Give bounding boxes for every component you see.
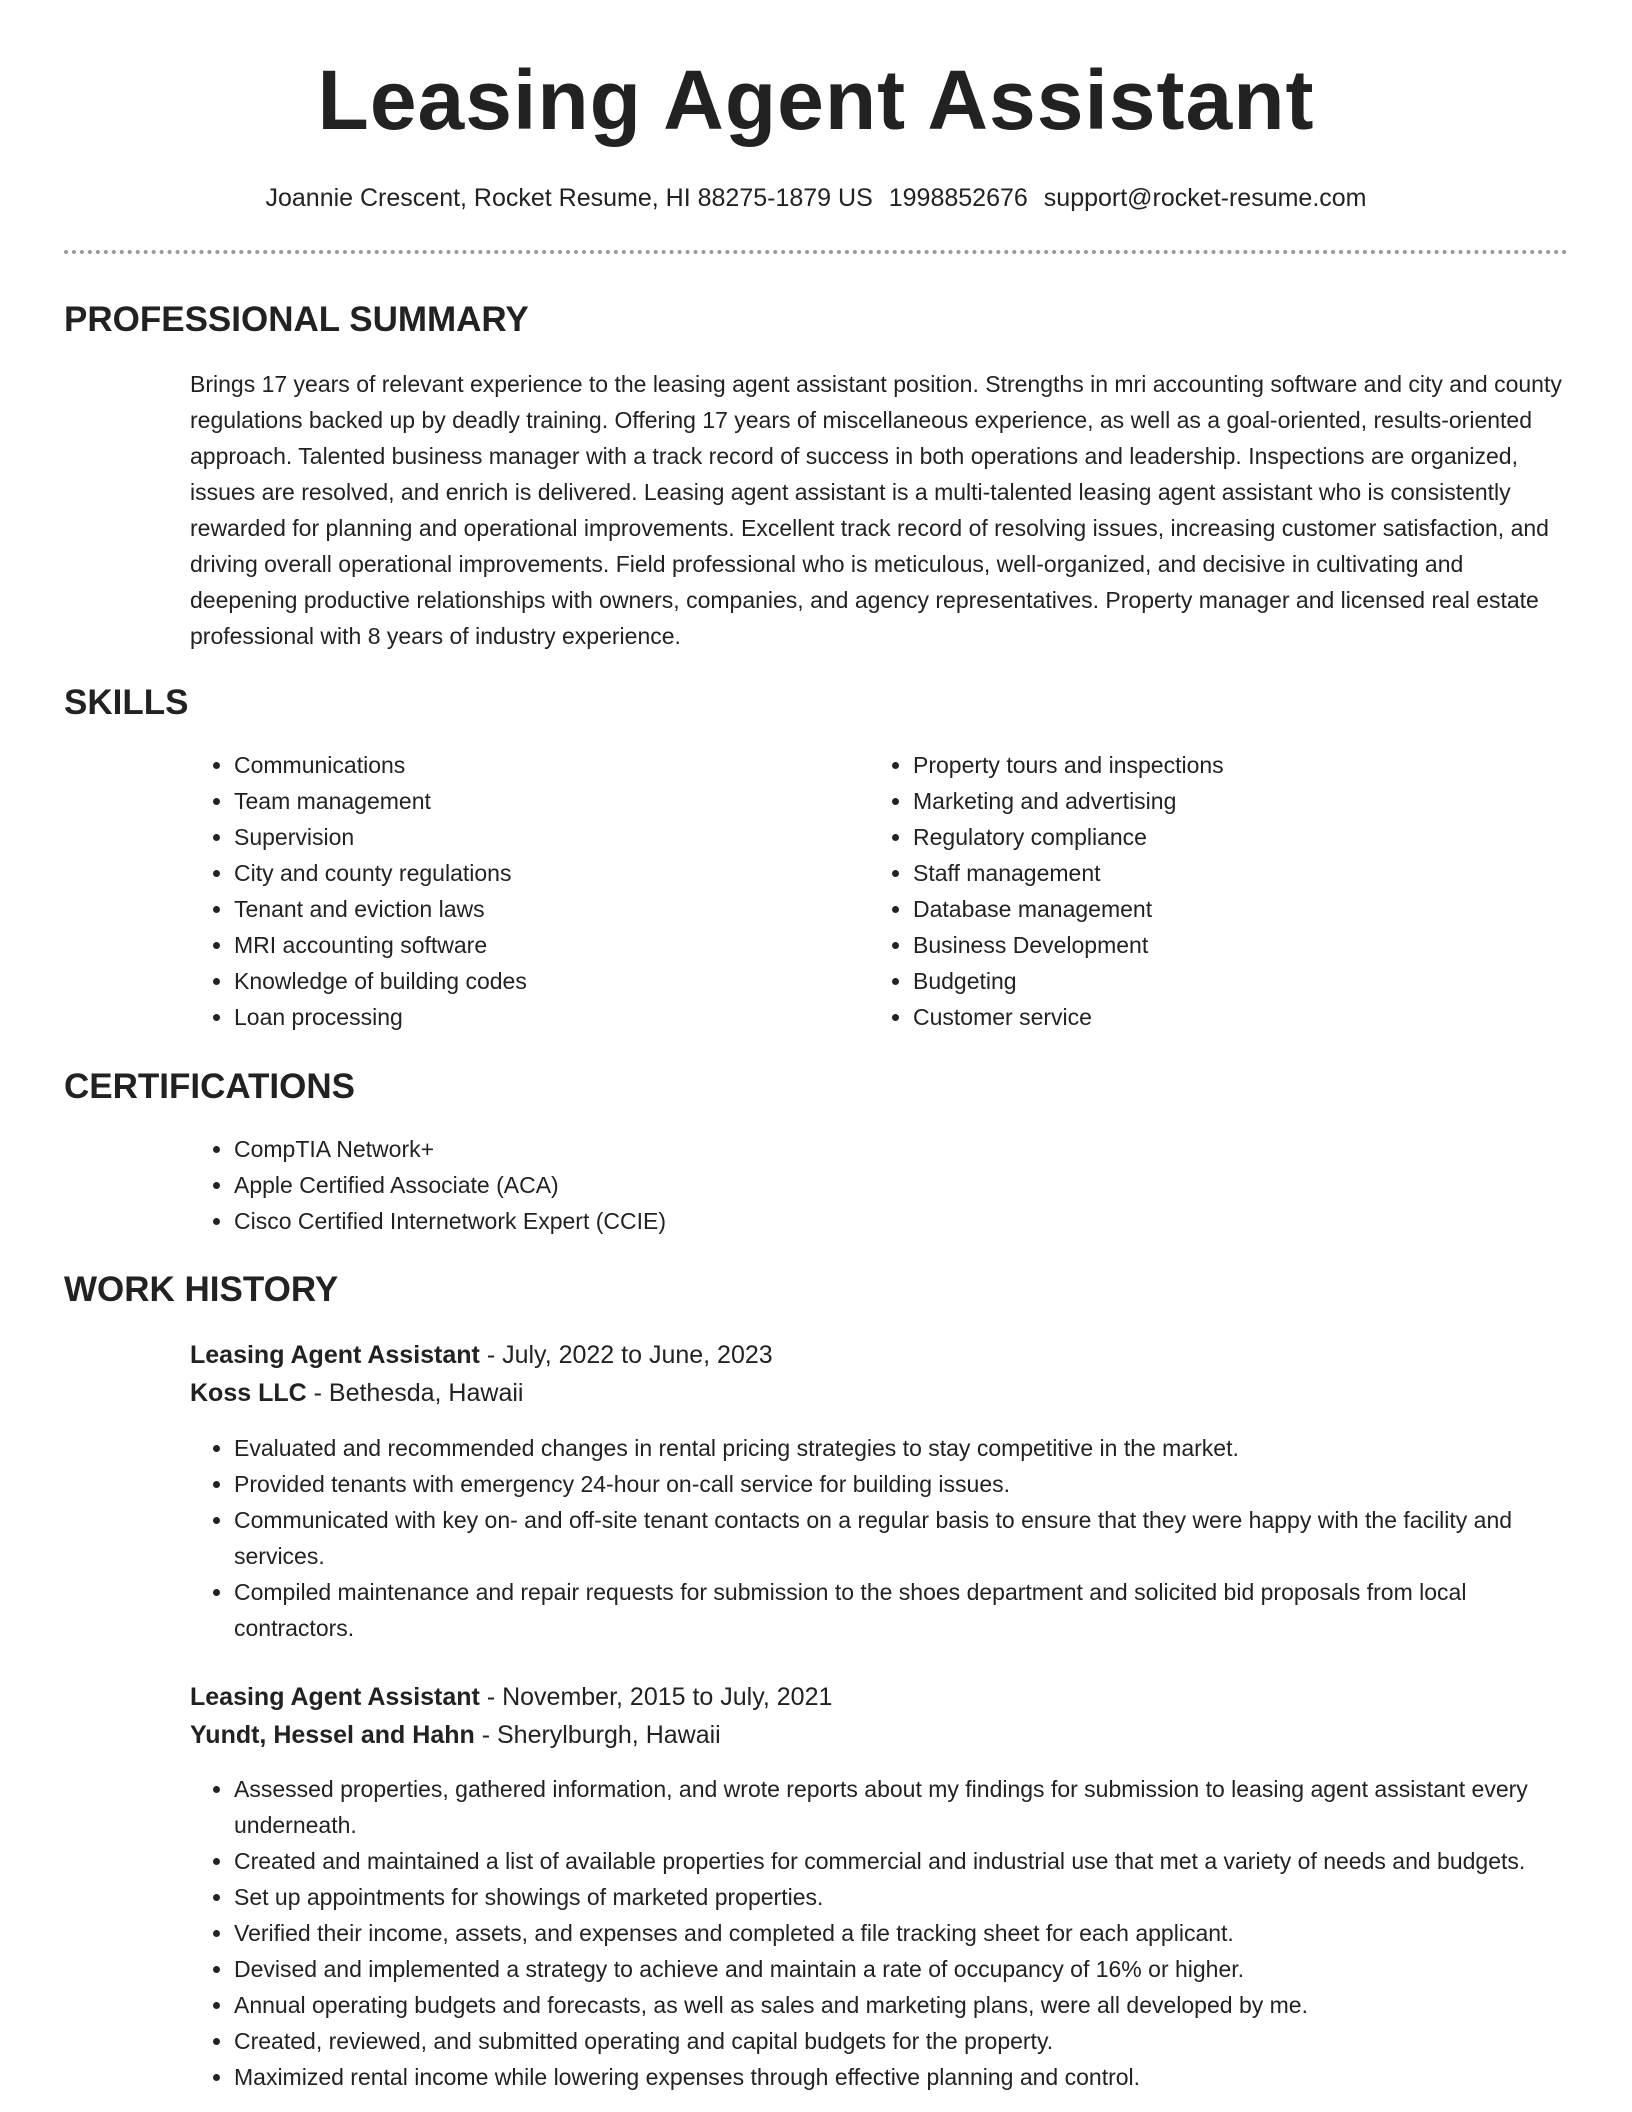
job-title-line	[190, 1336, 1570, 1374]
job-company-line	[190, 1716, 1570, 1754]
job-duties	[190, 1771, 1570, 2095]
skill-item: • Business Development	[913, 927, 1509, 963]
duty-item: • Devised and implemented a strategy to achieve and maintain a rate of occupancy of 16% or higher.	[234, 1951, 1570, 1987]
summary-heading: PROFESSIONAL SUMMARY	[64, 300, 529, 339]
job-dates: - July, 2022 to June, 2023	[479, 1341, 773, 1369]
duty-item: • Created, reviewed, and submitted operating and capital budgets for the property.	[234, 2023, 1570, 2059]
skill-item: • Knowledge of building codes	[234, 963, 830, 999]
duty-item: • Set up appointments for showings of marketed properties.	[234, 1879, 1570, 1915]
job-title-line	[190, 1678, 1570, 1716]
duty-item: • Communicated with key on- and off-site tenant contacts on a regular basis to ensure that they were happy with the facility and services.	[234, 1502, 1570, 1574]
certification-item: • Apple Certified Associate (ACA)	[234, 1167, 1090, 1203]
job-duties	[190, 1430, 1570, 1646]
job-company-line	[190, 1374, 1570, 1412]
skill-item: • Tenant and eviction laws	[234, 891, 830, 927]
duty-item: • Created and maintained a list of available properties for commercial and industrial use that met a variety of needs and budgets.	[234, 1843, 1570, 1879]
skill-item: • Supervision	[234, 819, 830, 855]
skill-item: • Database management	[913, 891, 1509, 927]
summary-text: Brings 17 years of relevant experience to the leasing agent assistant position. Strengths in mri accounting software and city and county regulations backed up by deadly training. Offering 17 years of miscellaneous experience, as well as a goal-oriented, results-oriented approach. Talented business manager with a track record of success in both operations and leadership. Inspections are organized, issues are resolved, and enrich is delivered. Leasing agent assistant is a multi-talented leasing agent assistant who is consistently rewarded for planning and operational improvements. Excellent track record of resolving issues, increasing customer satisfaction, and driving overall operational improvements. Field professional who is meticulous, well-organized, and decisive in cultivating and deepening productive relationships with owners, companies, and agency representatives. Property manager and licensed real estate professional with 8 years of industry experience.	[190, 371, 1562, 649]
skill-item: • Property tours and inspections	[913, 747, 1509, 783]
contact-line	[0, 183, 1632, 213]
work-history-heading: WORK HISTORY	[64, 1270, 339, 1309]
skill-item: • Team management	[234, 783, 830, 819]
job-title: Leasing Agent Assistant	[190, 1683, 480, 1711]
certifications-list	[190, 1131, 1090, 1239]
contact-phone: 1998852676	[888, 184, 1028, 212]
duty-item: • Evaluated and recommended changes in rental pricing strategies to stay competitive in the market.	[234, 1430, 1570, 1466]
skill-item: • Customer service	[913, 999, 1509, 1035]
certifications-heading: CERTIFICATIONS	[64, 1067, 356, 1106]
duty-item: • Verified their income, assets, and expenses and completed a file tracking sheet for each applicant.	[234, 1915, 1570, 1951]
skill-item: • MRI accounting software	[234, 927, 830, 963]
contact-address: Joannie Crescent, Rocket Resume, HI 88275-1879 US	[265, 184, 873, 212]
job-company: Koss LLC	[190, 1379, 307, 1407]
contact-email: support@rocket-resume.com	[1043, 184, 1367, 212]
skills-column-left	[190, 747, 830, 1035]
skill-item: • Marketing and advertising	[913, 783, 1509, 819]
job-dates: - November, 2015 to July, 2021	[479, 1683, 833, 1711]
resume-title: Leasing Agent Assistant	[317, 53, 1315, 147]
skills-column-right	[869, 747, 1509, 1035]
job-location: - Bethesda, Hawaii	[306, 1379, 524, 1407]
duty-item: • Assessed properties, gathered information, and wrote reports about my findings for submission to leasing agent assistant every underneath.	[234, 1771, 1570, 1843]
skill-item: • Regulatory compliance	[913, 819, 1509, 855]
duty-item: • Compiled maintenance and repair requests for submission to the shoes department and solicited bid proposals from local contractors.	[234, 1574, 1570, 1646]
duty-item: • Provided tenants with emergency 24-hour on-call service for building issues.	[234, 1466, 1570, 1502]
job-location: - Sherylburgh, Hawaii	[474, 1721, 721, 1749]
certification-item: • Cisco Certified Internetwork Expert (CCIE)	[234, 1203, 1090, 1239]
skill-item: • Loan processing	[234, 999, 830, 1035]
skill-item: • Staff management	[913, 855, 1509, 891]
skill-item: • Communications	[234, 747, 830, 783]
duty-item: • Maximized rental income while lowering expenses through effective planning and control.	[234, 2059, 1570, 2095]
duty-item: • Annual operating budgets and forecasts, as well as sales and marketing plans, were all developed by me.	[234, 1987, 1570, 2023]
job-company: Yundt, Hessel and Hahn	[190, 1721, 475, 1749]
skills-heading: SKILLS	[64, 683, 189, 722]
job-title: Leasing Agent Assistant	[190, 1341, 480, 1369]
certification-item: • CompTIA Network+	[234, 1131, 1090, 1167]
skill-item: • City and county regulations	[234, 855, 830, 891]
header-divider	[64, 250, 1568, 254]
skill-item: • Budgeting	[913, 963, 1509, 999]
